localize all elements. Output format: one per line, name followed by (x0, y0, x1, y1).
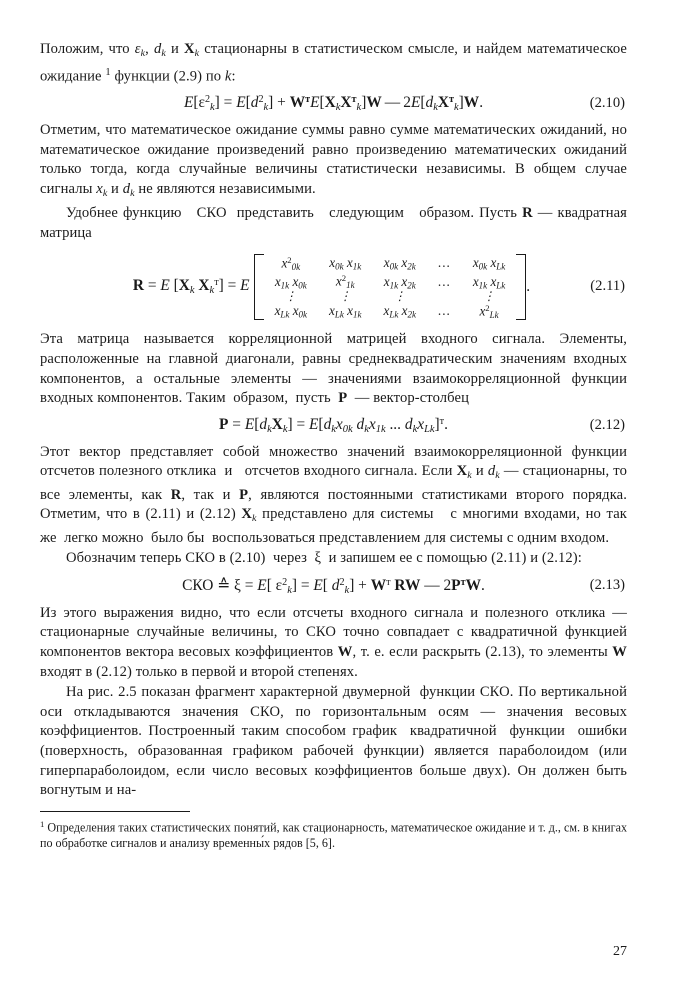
footnote-text: Определения таких статистических понятий, как стационарность, математическое ожидание и т. д., см. в книгах по обработке сигналов и анализу временны́х рядов [5, 6]. (40, 820, 627, 850)
equation-2-12-number: (2.12) (589, 416, 625, 433)
equation-2-11-lead: R = E [$X_k$ $X_k^т] = E$ (132, 277, 250, 297)
matrix-row: $x_{Lk}$ $x_{0k}$ $x_{Lk}$ $x_{1k}$ $x_{Lk}$ $x_{2k}$ ... $x^2_{Lk}$ (274, 302, 499, 320)
matrix-row: $x_{1k}$ $x_{0k}$ $x^2_{1k}$ $x_{1k}$ $x_{2k}$ ... $x_{1k}$ $x_{Lk}$ (274, 273, 506, 291)
paragraph-6: Обозначим теперь СКО в (2.10) через ξ и запишем ее с помощью (2.11) и (2.12): (66, 550, 582, 567)
paragraph-7: Из этого выражения видно, что если отсчеты входного сигнала и полезного отклика — стационарные случайные величины, то СКО точно совпадает с квадратичной функцией компонентов вектора весовых коэффициентов W, т. е. если раскрыть (2.13), то элементы W входят в (2.12) только в первой и второй степенях. (40, 604, 627, 680)
paragraph-8: На рис. 2.5 показан фрагмент характерной двумерной функции СКО. По вертикальной оси откладываются значения СКО, по горизонтальным осям — значения весовых коэффициентов. Построенный таким способом график квадратичной функции ошибки (поверхность, образованная графиком рабочей функции) является параболоидом (или гиперпараболоидом, если число весовых коэффициентов больше двух). Он должен быть вогнутым и на- (40, 684, 627, 799)
footnote (40, 817, 627, 852)
equation-2-13-body: СКО ≙ ξ = E[ $\varepsilon^2_k] = E$[ $d^2_k] + W^т$ RW — $2P^тW$. (182, 576, 485, 596)
paragraph-5: Этот вектор представляет собой множество значений взаимокорреляционной функции отсчетов полезного отклика и отсчетов входного сигнала. Если $X_k$ и $d_k$ — стационарны, то все элементы, как R, так и P, являются постоянными статистиками второго порядка. Отметим, что в (2.11) и (2.12) $X_k$ представлено для системы с многими входами, но так же легко можно было бы воспользоваться представлением для системы с одним входом. (40, 443, 627, 546)
equation-2-10 (40, 94, 627, 113)
equation-2-11-number: (2.11) (590, 278, 625, 295)
equation-2-13-number: (2.13) (589, 577, 625, 594)
paragraph-4: Эта матрица называется корреляционной матрицей входного сигнала. Элементы, расположенные на главной диагонали, равны среднеквадратическим значениям входных компонентов, а остальные элементы — значениями взаимокорреляционной функции входных компонентов. Таким образом, пусть P — вектор-столбец (40, 331, 627, 407)
equation-2-12 (40, 416, 627, 435)
paragraph-2: Отметим, что математическое ожидание суммы равно сумме математических ожиданий, но математическое ожидание произведений равно произведению математических ожиданий только тогда, когда случайные величины статистически независимы. В общем случае сигналы $x_k$ и $d_k$ не являются независимыми. (40, 122, 627, 199)
correlation-matrix (264, 254, 517, 321)
matrix-right-bracket (516, 254, 526, 321)
equation-2-13 (40, 576, 627, 596)
matrix-row: $x^2_{0k}$ $x_{0k}$ $x_{1k}$ $x_{0k}$ $x_{2k}$ ... $x_{0k}$ $x_{Lk}$ (281, 254, 506, 272)
paragraph-3: Удобнее функцию СКО представить следующим образом. Пусть R — квадратная матрица (40, 205, 627, 241)
matrix-left-bracket (254, 254, 264, 321)
equation-2-11-trailing: . (526, 277, 531, 295)
equation-2-10-body: $E[\varepsilon^2_k] = E[d^2_k] + W^тE[X_kX^т_k]W$ — $2E[d_kX^т_k]W$. (183, 94, 484, 114)
paragraph-1: Положим, что $\varepsilon_k$, $d_k$ и $X_k$ стационарны в статистическом смысле, и найдем математическое ожидание $^1$ функции (2.9) по k: (40, 41, 627, 85)
equation-2-11 (40, 254, 627, 321)
page-number: 27 (613, 944, 627, 959)
matrix-brackets (254, 254, 527, 321)
equation-2-12-body: $P = E[d_kX_k] = E[d_kx_{0k}$ $d_kx_{1k}$ ... $d_kx_{Lk}]^т$. (219, 415, 448, 435)
equation-2-10-number: (2.10) (589, 95, 625, 112)
footnote-divider (40, 811, 190, 812)
footnote-marker: 1 (40, 818, 45, 829)
matrix-row-ellipsis: ⋮ ⋮ ⋮ ⋮ (284, 289, 496, 304)
